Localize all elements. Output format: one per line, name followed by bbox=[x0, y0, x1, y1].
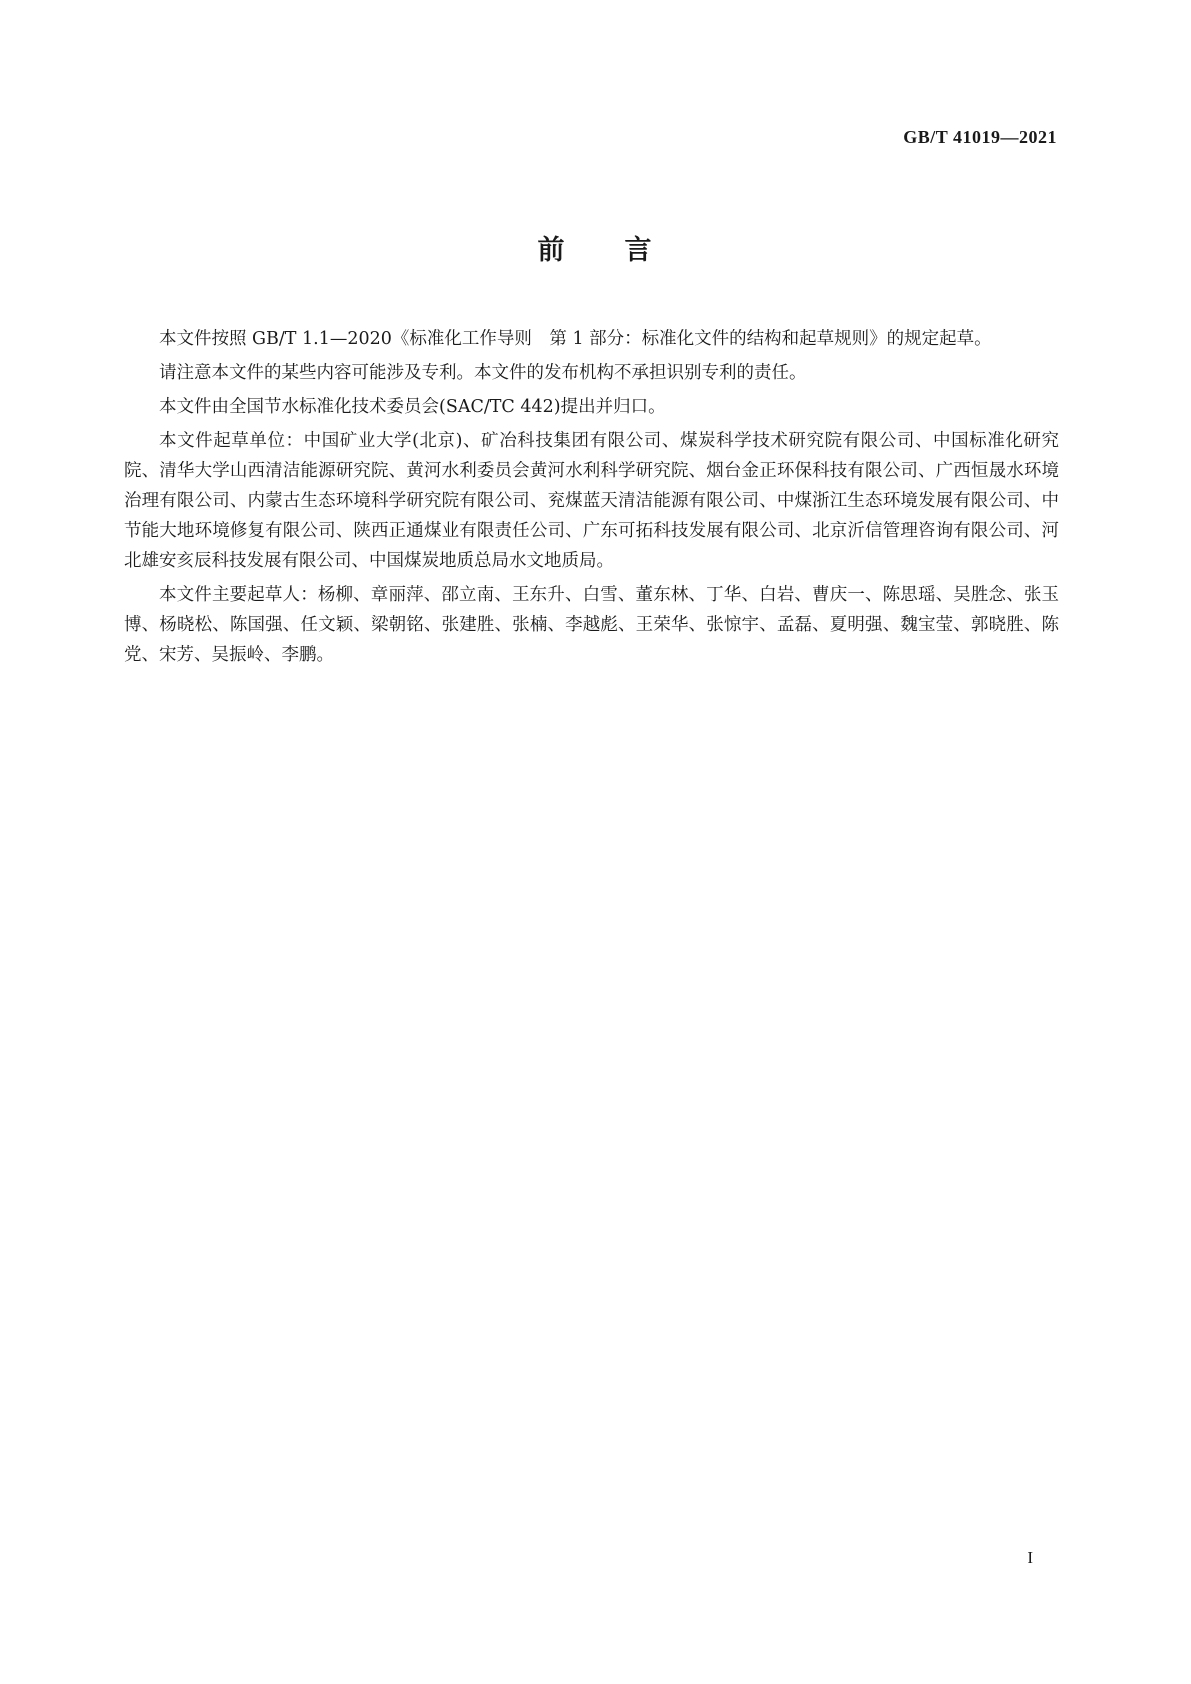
paragraph-committee: 本文件由全国节水标准化技术委员会(SAC/TC 442)提出并归口。 bbox=[159, 397, 666, 417]
paragraph-drafters: 本文件主要起草人：杨柳、章丽萍、邵立南、王东升、白雪、董东林、丁华、白岩、曹庆一、陈思瑶、吴胜念、张玉博、杨晓松、陈国强、任文颖、梁朝铭、张建胜、张楠、李越彪、王荣华、张惊宇、孟磊、夏明强、魏宝莹、郭晓胜、陈党、宋芳、吴振岭、李鹏。 bbox=[124, 585, 1059, 665]
page-number: I bbox=[1027, 1548, 1033, 1567]
title-char-1: 前 bbox=[537, 235, 567, 266]
standard-number: GB/T 41019—2021 bbox=[903, 127, 1057, 147]
paragraph-drafting-rules: 本文件按照 GB/T 1.1—2020《标准化工作导则 第 1 部分：标准化文件的结构和起草规则》的规定起草。 bbox=[159, 329, 992, 349]
foreword-body bbox=[124, 324, 1059, 674]
paragraph-patent-notice: 请注意本文件的某些内容可能涉及专利。本文件的发布机构不承担识别专利的责任。 bbox=[159, 363, 807, 383]
title-char-2: 言 bbox=[624, 235, 654, 266]
page-title bbox=[0, 228, 1191, 267]
paragraph-drafting-units: 本文件起草单位：中国矿业大学(北京)、矿冶科技集团有限公司、煤炭科学技术研究院有限公司、中国标准化研究院、清华大学山西清洁能源研究院、黄河水利委员会黄河水利科学研究院、烟台金正环保科技有限公司、广西恒晟水环境治理有限公司、内蒙古生态环境科学研究院有限公司、兖煤蓝天清洁能源有限公司、中煤浙江生态环境发展有限公司、中节能大地环境修复有限公司、陕西正通煤业有限责任公司、广东可拓科技发展有限公司、北京沂信管理咨询有限公司、河北雄安亥辰科技发展有限公司、中国煤炭地质总局水文地质局。 bbox=[124, 431, 1059, 571]
